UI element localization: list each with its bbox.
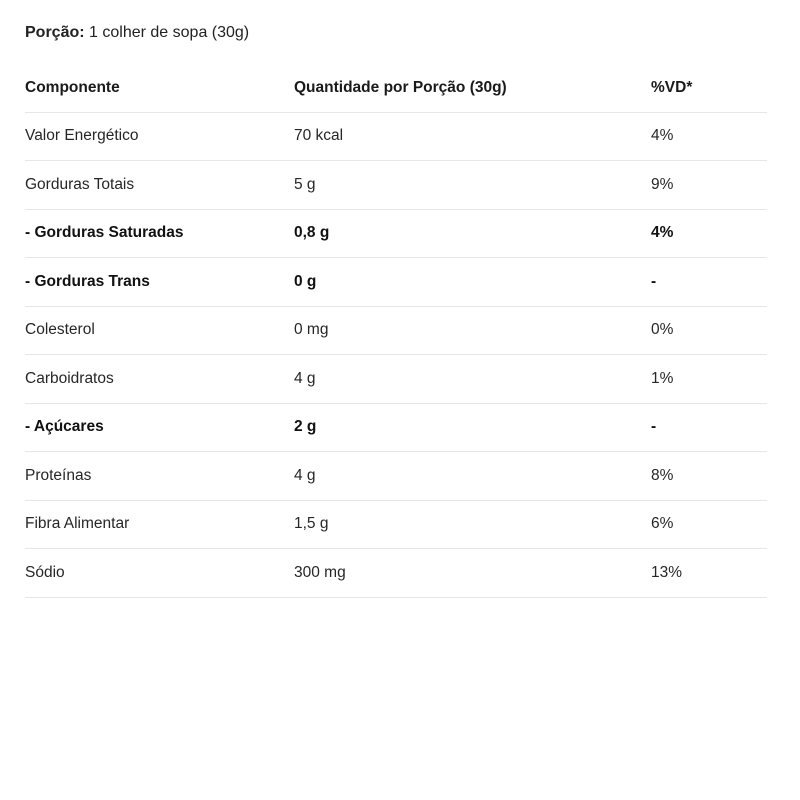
cell-daily-value: - bbox=[651, 258, 767, 307]
cell-amount: 70 kcal bbox=[294, 112, 651, 161]
cell-daily-value: 9% bbox=[651, 161, 767, 210]
header-component: Componente bbox=[25, 64, 294, 112]
cell-amount: 2 g bbox=[294, 403, 651, 452]
cell-component: - Açúcares bbox=[25, 403, 294, 452]
cell-component: Proteínas bbox=[25, 452, 294, 501]
cell-component: Sódio bbox=[25, 549, 294, 598]
cell-amount: 0 g bbox=[294, 258, 651, 307]
cell-daily-value: 4% bbox=[651, 112, 767, 161]
cell-component: Valor Energético bbox=[25, 112, 294, 161]
cell-amount: 0 mg bbox=[294, 306, 651, 355]
table-body bbox=[25, 112, 767, 597]
header-daily-value: %VD* bbox=[651, 64, 767, 112]
table-row bbox=[25, 549, 767, 598]
cell-daily-value: 4% bbox=[651, 209, 767, 258]
cell-component: - Gorduras Trans bbox=[25, 258, 294, 307]
cell-component: Gorduras Totais bbox=[25, 161, 294, 210]
table-row bbox=[25, 403, 767, 452]
table-row bbox=[25, 500, 767, 549]
cell-amount: 5 g bbox=[294, 161, 651, 210]
table-row bbox=[25, 306, 767, 355]
table-row bbox=[25, 258, 767, 307]
cell-component: Carboidratos bbox=[25, 355, 294, 404]
table-row bbox=[25, 112, 767, 161]
serving-label: Porção: bbox=[25, 24, 85, 41]
table-row bbox=[25, 209, 767, 258]
nutrition-table bbox=[25, 64, 767, 598]
cell-amount: 1,5 g bbox=[294, 500, 651, 549]
cell-daily-value: - bbox=[651, 403, 767, 452]
cell-component: Colesterol bbox=[25, 306, 294, 355]
cell-component: - Gorduras Saturadas bbox=[25, 209, 294, 258]
cell-daily-value: 6% bbox=[651, 500, 767, 549]
cell-daily-value: 13% bbox=[651, 549, 767, 598]
table-header-row bbox=[25, 64, 767, 112]
cell-amount: 4 g bbox=[294, 355, 651, 404]
cell-amount: 4 g bbox=[294, 452, 651, 501]
serving-size bbox=[25, 22, 249, 44]
cell-amount: 300 mg bbox=[294, 549, 651, 598]
cell-daily-value: 0% bbox=[651, 306, 767, 355]
cell-amount: 0,8 g bbox=[294, 209, 651, 258]
table-row bbox=[25, 161, 767, 210]
cell-component: Fibra Alimentar bbox=[25, 500, 294, 549]
header-amount: Quantidade por Porção (30g) bbox=[294, 64, 651, 112]
cell-daily-value: 8% bbox=[651, 452, 767, 501]
table-row bbox=[25, 355, 767, 404]
serving-value: 1 colher de sopa (30g) bbox=[89, 24, 250, 41]
cell-daily-value: 1% bbox=[651, 355, 767, 404]
table-row bbox=[25, 452, 767, 501]
